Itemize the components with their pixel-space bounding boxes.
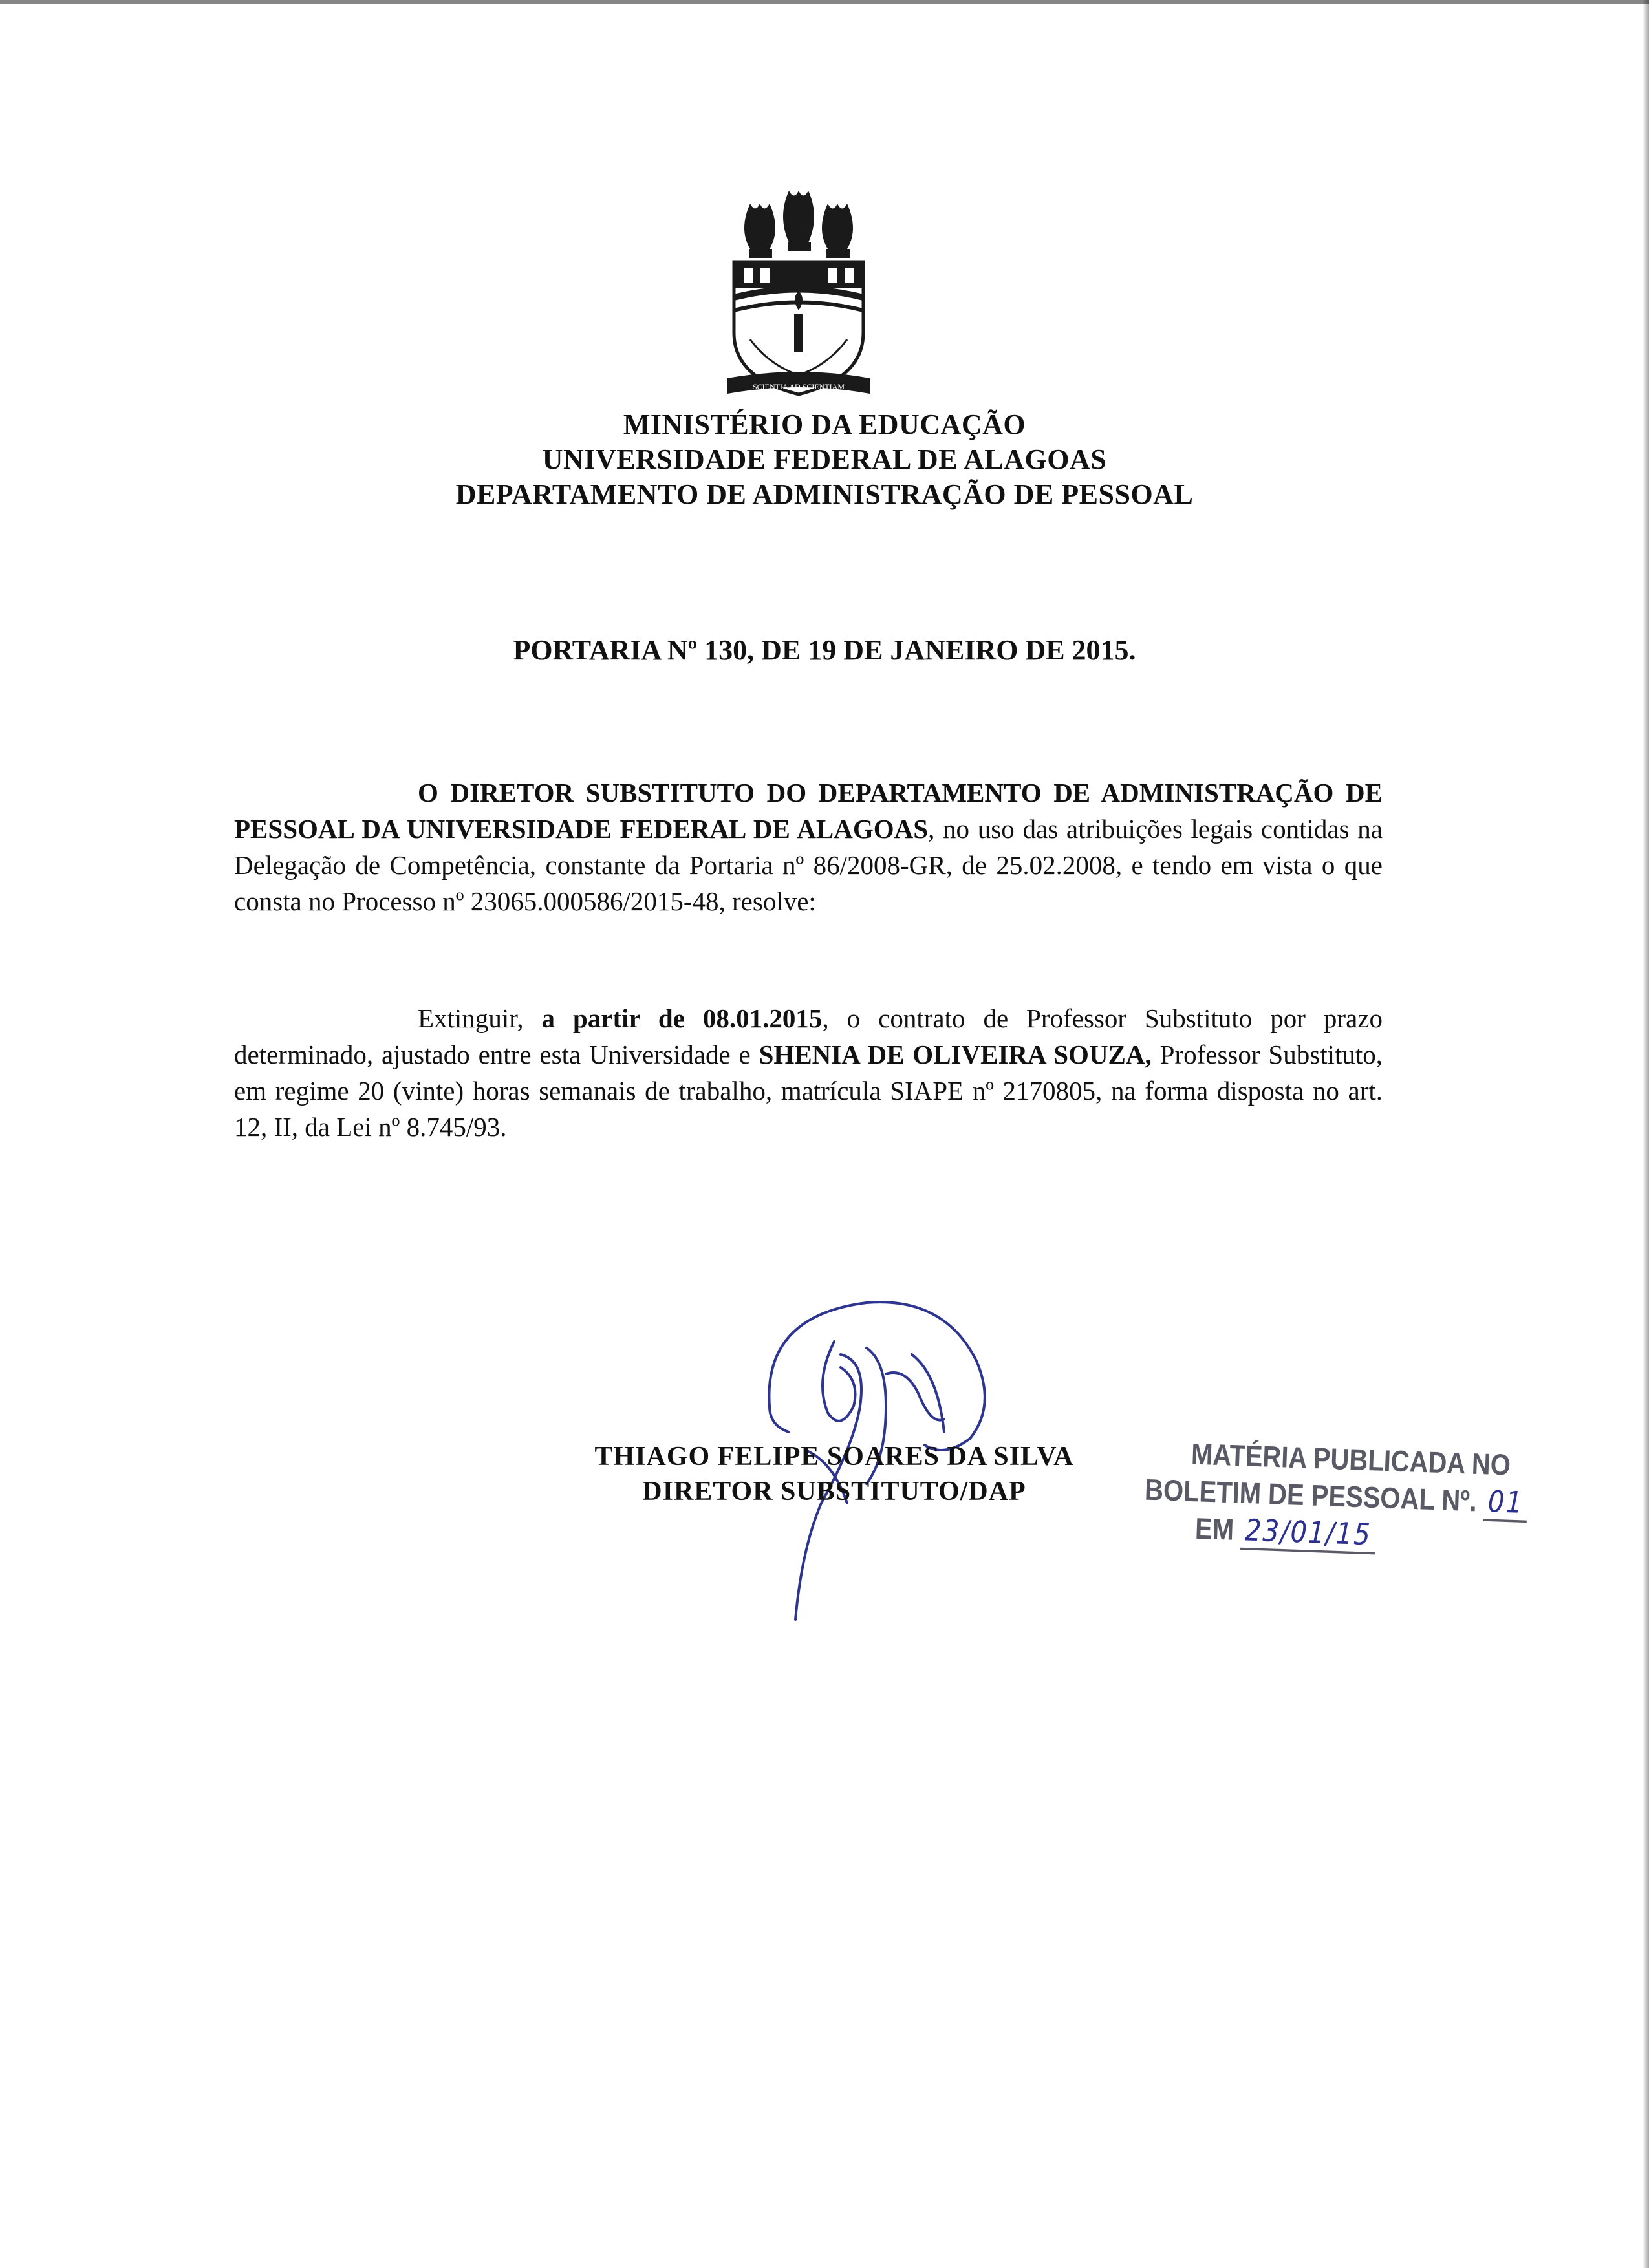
signer-role: DIRETOR SUBSTITUTO/DAP — [642, 1477, 1026, 1506]
preamble-bold-authority: O DIRETOR SUBSTITUTO DO DEPARTAMENTO DE ADMINISTRAÇÃO DE PESSOAL DA UNIVERSIDADE FEDERAL DE ALAGOAS — [234, 778, 1383, 844]
stamp-line-1: MATÉRIA PUBLICADA NO — [1191, 1438, 1511, 1482]
stamp-date-label: EM — [1194, 1512, 1234, 1547]
stamp-bulletin-label: BOLETIM DE PESSOAL Nº. — [1144, 1473, 1478, 1518]
stamp-bulletin-number: 01 — [1483, 1484, 1528, 1523]
resolution-text-3: Professor Substituto, em regime 20 (vinte) horas semanais de trabalho, matrícula SIAPE nº 2170805, na forma disposta no art. 12, II, da Lei nº 8.745/93. — [234, 1040, 1383, 1142]
resolution-date: a partir de 08.01.2015 — [541, 1003, 823, 1033]
ufal-crest-logo — [724, 184, 873, 404]
publication-stamp — [1143, 1434, 1535, 1559]
paragraph-resolution — [234, 1000, 1383, 1145]
preamble-text: , no uso das atribuições legais contidas na Delegação de Competência, constante da Portaria nº 86/2008-GR, de 25.02.2008, e tendo em vista o que consta no Processo nº 23065.000586/2015-48, resolve: — [234, 814, 1383, 916]
portaria-title: PORTARIA Nº 130, DE 19 DE JANEIRO DE 2015. — [513, 634, 1136, 666]
stamp-date: 23/01/15 — [1240, 1514, 1375, 1555]
university-name: UNIVERSIDADE FEDERAL DE ALAGOAS — [542, 444, 1107, 475]
signer-name: THIAGO FELIPE SOARES DA SILVA — [594, 1442, 1074, 1471]
department-name: DEPARTAMENTO DE ADMINISTRAÇÃO DE PESSOAL — [455, 478, 1194, 510]
document-header — [0, 407, 1649, 512]
employee-name: SHENIA DE OLIVEIRA SOUZA, — [759, 1040, 1152, 1069]
scan-edge — [0, 0, 1649, 4]
paragraph-preamble — [234, 775, 1383, 919]
signer-block — [504, 1439, 1164, 1509]
ministry-name: MINISTÉRIO DA EDUCAÇÃO — [623, 409, 1026, 440]
resolution-text-2: , o contrato de Professor Substituto por prazo determinado, ajustado entre esta Universidade e — [234, 1003, 1383, 1069]
crest-motto: SCIENTIA AD SCIENTIAM — [752, 382, 845, 391]
scan-shadow — [1643, 0, 1649, 2268]
resolution-text-1: Extinguir, — [418, 1003, 542, 1033]
